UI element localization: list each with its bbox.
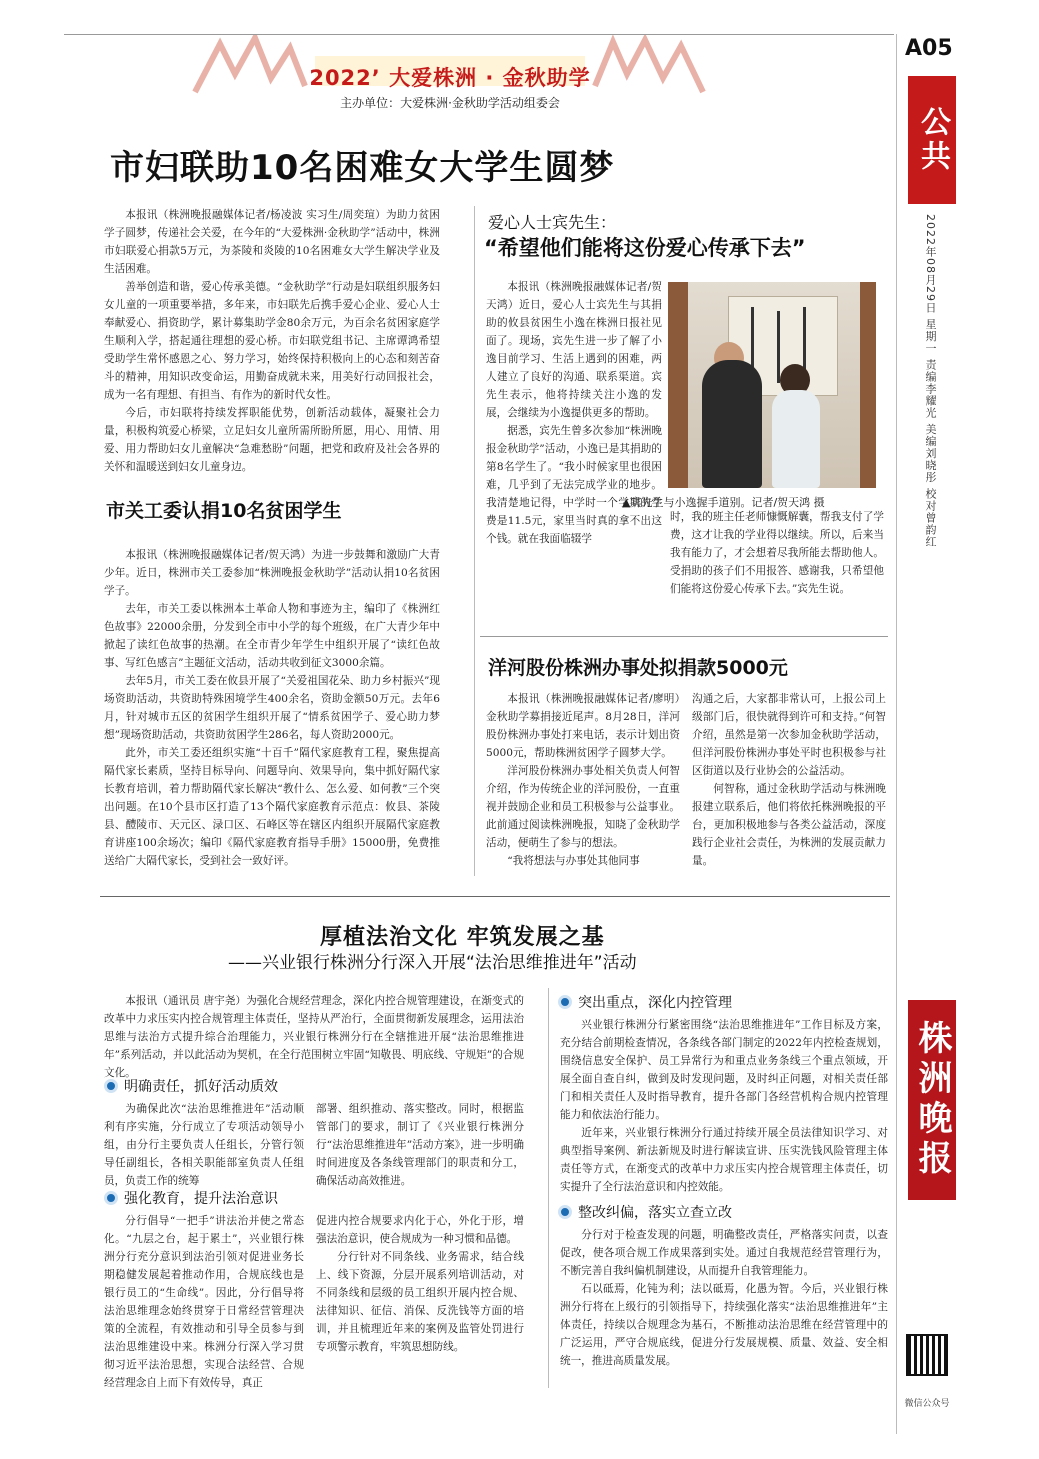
section3-paragraph: 兴业银行株洲分行紧密围绕“法治思维推进年”工作目标及方案，充分结合前期检查情况，各条线各部门制定的2022年内控检查规划，围绕信息安全保护、员工异常行为和重点业务条线三个重点领域，开展全面自查自纠，做到及时发现问题，及时纠正问题，对相关责任部门和相关责任人及时指导教育，提升各部门各经营机构合规内控管理能力和依法治行能力。 [560,1019,888,1121]
section2-paragraph: 促进内控合规要求内化于心，外化于形，增强法治意识，使合规成为一种习惯和品德。 [316,1215,524,1245]
bullet-icon [558,1205,572,1219]
section-divider [100,896,890,897]
bullet-heading-text: 强化教育，提升法治意识 [124,1191,278,1207]
section1-col-b [316,1100,524,1190]
section2-col-b [316,1212,524,1356]
story4-paragraph: 何智称，通过金秋助学活动与株洲晚报建立联系后，他们将依托株洲晚报的平台，更加积极地参与各类公益活动，深度践行企业社会责任，为株洲的发展贡献力量。 [692,783,886,867]
story1-body [104,206,440,476]
story2-photo [668,282,876,488]
banner-title: 2022’ 大爱株洲 · 金秋助学 [309,66,591,90]
section2-paragraph: 分行针对不同条线、业务需求，结合线上、线下资源，分层开展系列培训活动，对不同条线和层级的员工组织开展内控合规、法律知识、征信、消保、反洗钱等方面的培训，并且梳理近年来的案例及监管处罚进行专项警示教育，牢筑思想防线。 [316,1251,524,1353]
story5-subtitle: ——兴业银行株洲分行深入开展“法治思维推进年”活动 [228,953,637,973]
story3-paragraph: 此外，市关工委还组织实施“十百千”隔代家庭教育工程，聚焦提高隔代家长素质，坚持目标导向、问题导向、效果导向，集中抓好隔代家长教育培训，着力帮助隔代家长解决“教什么、怎么爱、如何教”三个突出问题。在10个县市区打造了13个隔代家庭教育示范点：攸县、茶陵县、醴陵市、天元区、渌口区、石峰区等在辖区内组织开展隔代家庭教育讲座100余场次；编印《隔代家庭教育指导手册》15000册，免费推送给广大隔代家长，受到社会一致好评。 [104,747,440,867]
story3-body [104,546,440,870]
bullet-icon [558,995,572,1009]
story2-paragraph: 据悉，宾先生曾多次参加“株洲晚报金秋助学”活动，小逸已是其捐助的第8名学生了。“我小时候家里也很困难，几乎到了无法完成学业的地步。我清楚地记得，中学时一个学期的学费是11.5元，家里当时真的拿不出这个钱。就在我面临辍学 [486,425,662,545]
section4-body [560,1226,888,1370]
story3-paragraph: 本报讯（株洲晚报融媒体记者/贺天鸿）为进一步鼓舞和激励广大青少年。近日，株洲市关工委参加“株洲晚报金秋助学”活动认捐10名贫困学子。 [104,549,440,597]
story4-paragraph: 沟通之后，大家都非常认可，上报公司上级部门后，很快就得到许可和支持。”何智介绍，虽然是第一次参加金秋助学活动，但洋河股份株洲办事处平时也积极参与社区街道以及行业协会的公益活动。 [692,693,886,777]
story1-title: 市妇联助10名困难女大学生圆梦 [110,148,615,188]
section1-paragraph: 为确保此次“法治思维推进年”活动顺利有序实施，分行成立了专项活动领导小组，由分行主要负责人任组长，分管行领导任副组长，各相关职能部室负责人任组员，负责工作的统筹 [104,1103,304,1187]
story2-kicker: 爱心人士宾先生： [488,213,617,232]
header-banner [175,34,725,110]
bullet-heading-text: 整改纠偏，落实立查立改 [578,1205,732,1221]
section2-col-a [104,1212,304,1392]
bullet-heading-2 [104,1188,278,1208]
story-divider-4 [480,636,888,637]
section3-paragraph: 近年来，兴业银行株洲分行通过持续开展全员法律知识学习、对典型指导案例、新法新规及时进行解读宣讲、压实洗钱风险管理主体责任等方式，在渐变式的改革中力求压实内控合规管理主体责任，切实提升了全行法治意识和内控效能。 [560,1127,888,1193]
page-number: A05 [905,36,953,61]
story1-paragraph: 本报讯（株洲晚报融媒体记者/杨凌波 实习生/周奕瑄）为助力贫困学子圆梦，传递社会关爱，在今年的“大爱株洲·金秋助学”活动中，株洲市妇联爱心捐款5万元，为茶陵和炎陵的10名困难女大学生解决学业及生活困难。 [104,209,440,275]
issue-info: 2022年08月29日 星期一 责编李耀光 美编刘晓彤 校对曾韵红 [924,214,937,548]
bullet-icon [104,1191,118,1205]
section2-paragraph: 分行倡导“一把手”讲法治并使之常态化。“九层之台，起于累土”，兴业银行株洲分行充分意识到法治引领对促进业务长期稳健发展起着推动作用，合规底线也是银行员工的“生命线”。因此，分行倡导将法治思维理念始终贯穿于日常经营管理决策的全流程，有效推动和引导全员参与到法治思维建设中来。株洲分行深入学习贯彻习近平法治思想，实现合法经营、合规经营理念自上而下有效传导，真正 [104,1215,304,1389]
story4-paragraph: 洋河股份株洲办事处相关负责人何智介绍，作为传统企业的洋河股份，一直重视并鼓励企业和员工积极参与公益事业。此前通过阅读株洲晚报，知晓了金秋助学活动，便萌生了参与的想法。 [486,765,680,849]
banner-sponsor: 主办单位：大爱株洲·金秋助学活动组委会 [340,96,560,110]
bullet-heading-text: 突出重点，深化内控管理 [578,995,732,1011]
section1-paragraph: 部署、组织推动、落实整改。同时，根据监管部门的要求，制订了《兴业银行株洲分行“法治思维推进年”活动方案》，进一步明确时间进度及各条线管理部门的职责和分工，确保活动高效推进。 [316,1103,524,1187]
story2-body-b [670,508,884,598]
story1-paragraph: 善举创造和谐，爱心传承美德。“金秋助学”行动是妇联组织服务妇女儿童的一项重要举措，多年来，市妇联先后携手爱心企业、爱心人士奉献爱心、捐资助学，累计募集助学金80余万元，为百余名贫困家庭学生顺利入学，搭起通往理想的爱心桥。市妇联党组书记、主席谭鸿希望受助学生常怀感恩之心、努力学习，始终保持积极向上的心态和刻苦奋斗的精神，用知识改变命运，用勤奋成就未来，用美好行动回报社会，成为一名有理想、有担当、有作为的新时代女性。 [104,281,440,401]
story2-paragraph: 本报讯（株洲晚报融媒体记者/贺天鸿）近日，爱心人士宾先生与其捐助的攸县贫困生小逸在株洲日报社见面了。现场，宾先生进一步了解了小逸目前学习、生活上遇到的困难，两人建立了良好的沟通、联系渠道。宾先生表示，他将持续关注小逸的发展，会继续为小逸提供更多的帮助。 [486,281,662,419]
qr-label: 微信公众号 [904,1399,950,1409]
story2-body-a [486,278,662,636]
right-rule [896,34,897,1434]
bullet-heading-1 [104,1076,278,1096]
story3-title: 市关工委认捐10名贫困学生 [106,500,342,522]
story4-body-b [692,690,886,870]
story5-lead [104,992,524,1082]
column-rule-lower [548,988,549,1388]
bullet-heading-text: 明确责任，抓好活动质效 [124,1079,278,1095]
top-rule [64,34,894,35]
story2-paragraph: 时，我的班主任老师慷慨解囊，帮我支付了学费，这才让我的学业得以继续。所以，后来当我有能力了，才会想着尽我所能去帮助他人。受捐助的孩子们不用报答、感谢我，只希望他们能将这份爱心传承下去。”宾先生说。 [670,511,884,595]
story4-body-a [486,690,680,870]
story4-paragraph: 本报讯（株洲晚报融媒体记者/廖明）金秋助学募捐接近尾声。8月28日，洋河股份株洲办事处打来电话，表示计划出资5000元，帮助株洲贫困学子圆梦大学。 [486,693,680,759]
qr-code-icon [906,1334,948,1376]
section1-col-a [104,1100,304,1190]
story5-title: 厚植法治文化 牢筑发展之基 [320,925,605,950]
section4-paragraph: 石以砥焉，化钝为利；法以砥焉，化愚为智。今后，兴业银行株洲分行将在上级行的引领指导下，持续强化落实“法治思维推进年”主体责任，持续以合规理念为基石，不断推动法治思维在经营管理中的广泛运用，严守合规底线，促进分行发展规模、质量、效益、安全相统一，推进高质量发展。 [560,1283,888,1367]
paper-logo: 株洲晚报 [908,1000,956,1200]
story3-paragraph: 去年，市关工委以株洲本土革命人物和事迹为主，编印了《株洲红色故事》22000余册，分发到全市中小学的每个班级，在广大青少年中掀起了读红色故事的热潮。在全市青少年学生中组织开展了“读红色故事、写红色感言”主题征文活动，活动共收到征文3000余篇。 [104,603,440,669]
photo-caption: ▲宾先生与小逸握手道别。记者/贺天鸿 摄 [622,496,825,509]
bullet-icon [104,1079,118,1093]
story4-paragraph: “我将想法与办事处其他同事 [507,855,640,867]
section3-body [560,1016,888,1196]
story5-lead-paragraph: 本报讯（通讯员 唐宇尧）为强化合规经营理念，深化内控合规管理建设，在渐变式的改革中力求压实内控合规管理主体责任，坚持从严治行，全面贯彻新发展理念，运用法治思维与法治方式提升综合治理能力，兴业银行株洲分行在全辖推进开展“法治思维推进年”系列活动，并以此活动为契机，在全行范围树立牢固“知敬畏、明底线、守规矩”的合规文化。 [104,995,524,1079]
column-rule-upper [474,206,475,876]
story1-paragraph: 今后，市妇联将持续发挥职能优势，创新活动载体，凝聚社会力量，积极构筑爱心桥梁，立足妇女儿童所需所盼所愿，用心、用情、用爱、用力帮助妇女儿童解决“急难愁盼”问题，把党和政府及社会各界的关怀和温暖送到妇女儿童身边。 [104,407,440,473]
bullet-heading-3 [558,992,732,1012]
story3-paragraph: 去年5月，市关工委在攸县开展了“关爱祖国花朵、助力乡村振兴”现场资助活动，共资助特殊困境学生400余名，资助金额50万元。去年6月，针对城市五区的贫困学生组织开展了“情系贫困学子、爱心助力梦想”现场资助活动，共资助贫困学生286名，每人资助2000元。 [104,675,440,741]
story2-title: “希望他们能将这份爱心传承下去” [484,236,806,260]
story4-title: 洋河股份株洲办事处拟捐款5000元 [488,657,788,679]
section-tab: 公共 [908,76,956,204]
section4-paragraph: 分行对于检查发现的问题，明确整改责任，严格落实问责，以查促改，使各项合规工作成果落到实处。通过自我规范经营管理行为，不断完善自我纠偏机制建设，从而提升自我管理能力。 [560,1229,888,1277]
bullet-heading-4 [558,1202,732,1222]
